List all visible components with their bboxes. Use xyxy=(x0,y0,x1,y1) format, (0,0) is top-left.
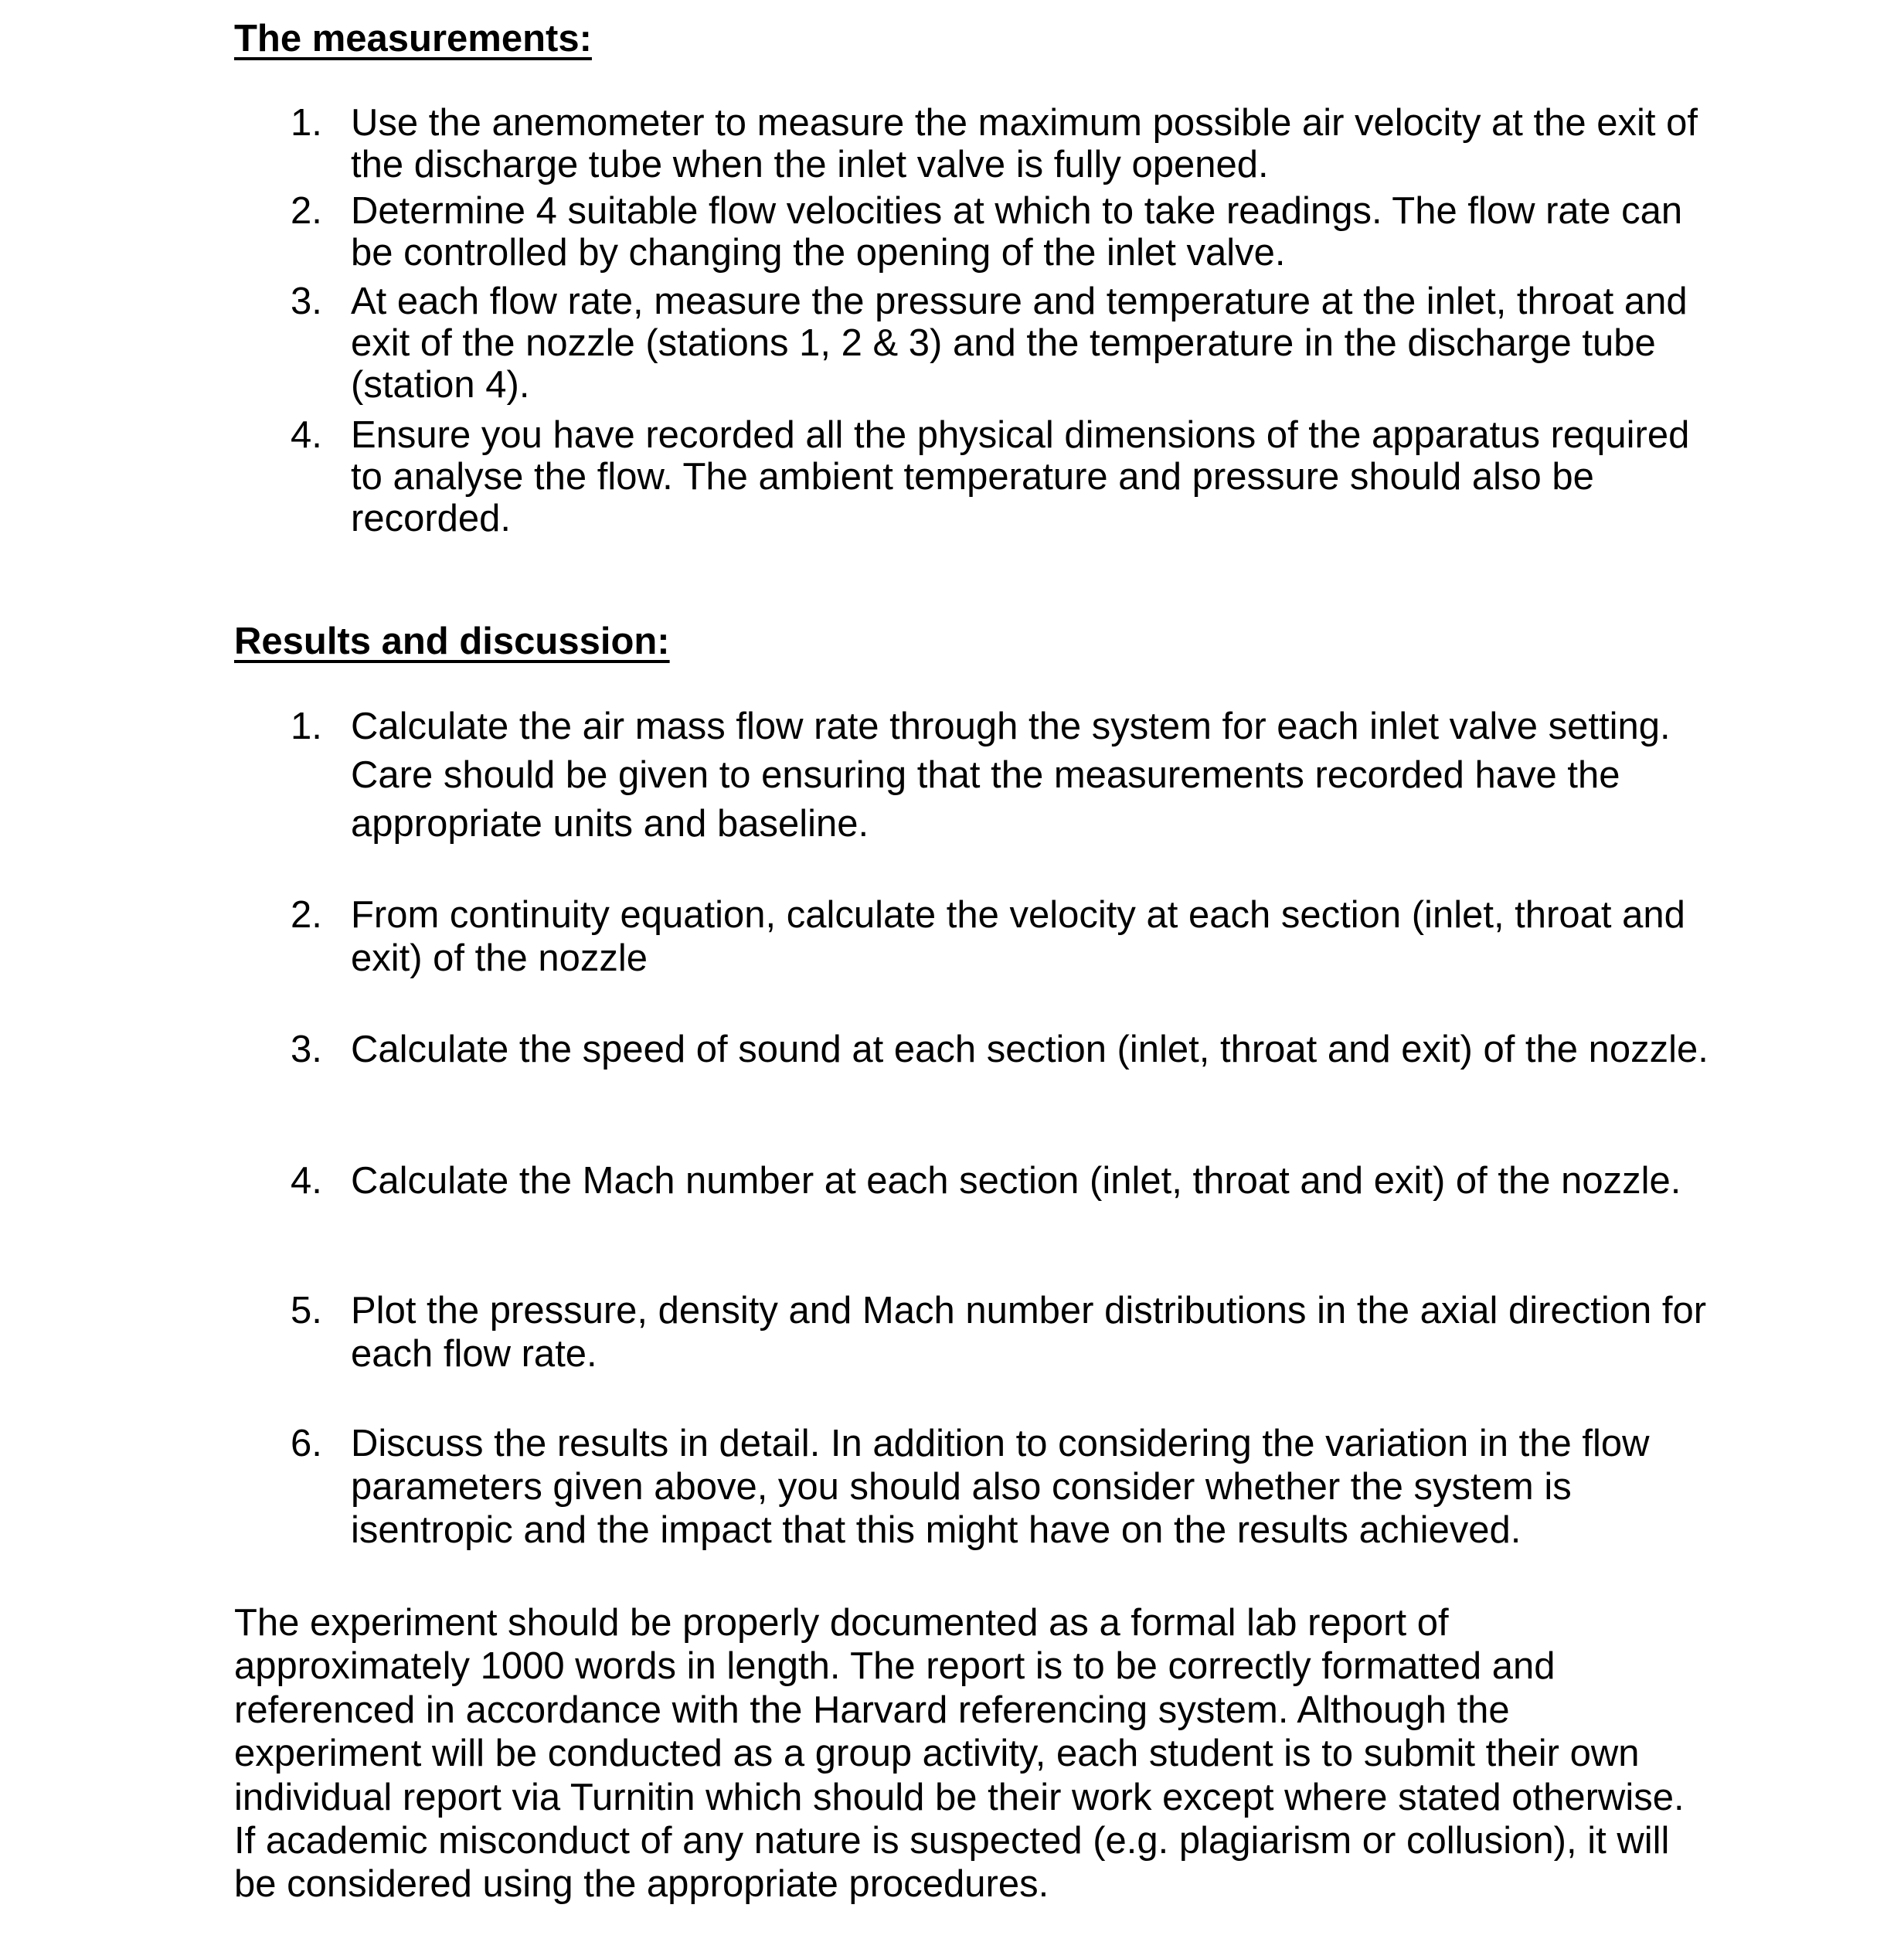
list-number: 5. xyxy=(291,1290,322,1332)
list-number: 6. xyxy=(291,1423,322,1464)
list-item-text: Plot the pressure, density and Mach number distributions in the axial direction for each flow rate. xyxy=(351,1290,1707,1375)
list-item-text: Calculate the speed of sound at each section (inlet, throat and exit) of the nozzle. xyxy=(351,1029,1708,1070)
list-item-text: Determine 4 suitable flow velocities at which to take readings. The flow rate can be controlled by changing the opening of the inlet valve. xyxy=(351,190,1683,274)
list-item-text: Calculate the air mass flow rate through the system for each inlet valve setting. Care should be given to ensuring that the measurements recorded have the appropriate units and baseline. xyxy=(351,706,1671,845)
list-item-text: Calculate the Mach number at each section (inlet, throat and exit) of the nozzle. xyxy=(351,1160,1681,1202)
results-step-6 xyxy=(291,1422,1712,1552)
list-item-text: Use the anemometer to measure the maximum possible air velocity at the exit of the discharge tube when the inlet valve is fully opened. xyxy=(351,102,1698,185)
measurement-step-2 xyxy=(291,190,1712,274)
list-number: 2. xyxy=(291,190,322,232)
list-item-text: Discuss the results in detail. In addition to considering the variation in the flow parameters given above, you should also consider whether the system is isentropic and the impact that this might have on the results achieved. xyxy=(351,1423,1650,1551)
list-number: 2. xyxy=(291,894,322,936)
results-step-1 xyxy=(291,702,1712,849)
measurement-step-3 xyxy=(291,281,1712,406)
results-heading: Results and discussion: xyxy=(234,621,670,662)
list-number: 4. xyxy=(291,414,322,456)
list-number: 4. xyxy=(291,1160,322,1202)
list-number: 3. xyxy=(291,281,322,322)
list-item-text: Ensure you have recorded all the physical dimensions of the apparatus required to analyse the flow. The ambient temperature and pressure should also be recorded. xyxy=(351,414,1690,539)
results-step-2 xyxy=(291,893,1712,980)
list-item-text: At each flow rate, measure the pressure and temperature at the inlet, throat and exit of the nozzle (stations 1, 2 & 3) and the temperature in the discharge tube (station 4). xyxy=(351,281,1688,406)
list-number: 3. xyxy=(291,1029,322,1070)
results-step-5 xyxy=(291,1289,1712,1376)
measurements-heading: The measurements: xyxy=(234,18,592,60)
results-step-3 xyxy=(291,1028,1712,1071)
list-number: 1. xyxy=(291,102,322,144)
results-step-4 xyxy=(291,1159,1712,1202)
list-number: 1. xyxy=(291,706,322,747)
list-item-text: From continuity equation, calculate the velocity at each section (inlet, throat and exit) of the nozzle xyxy=(351,894,1685,979)
measurement-step-4 xyxy=(291,414,1712,539)
measurement-step-1 xyxy=(291,102,1712,185)
closing-paragraph: The experiment should be properly documented as a formal lab report of approximately 1000 words in length. The report is to be correctly formatted and referenced in accordance with the Harvard referencing system. Although the experiment will be conducted as a group activity, each student is to submit their own individual report via Turnitin which should be their work except where stated otherwise. If academic misconduct of any nature is suspected (e.g. plagiarism or collusion), it will be considered using the appropriate procedures. xyxy=(234,1602,1685,1906)
